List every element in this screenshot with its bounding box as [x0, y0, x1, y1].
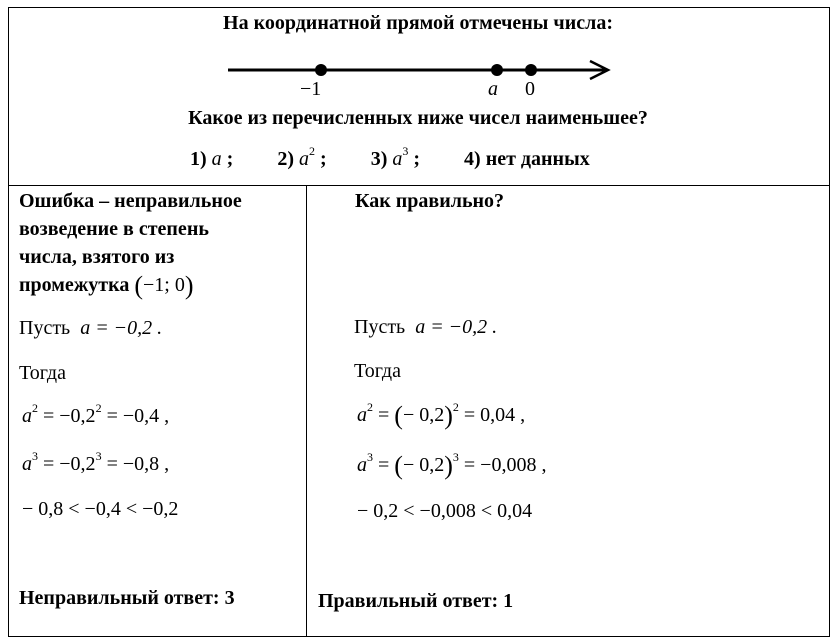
left-eq1-exp: 2 [32, 401, 38, 416]
left-eq1-end: = −0,4 , [101, 405, 170, 427]
left-heading-line1: Ошибка – неправильное [19, 190, 242, 212]
right-eq2-exp: 3 [367, 450, 373, 465]
right-eq1-exp: 2 [367, 400, 373, 415]
left-inequality: − 0,8 < −0,4 < −0,2 [22, 498, 179, 520]
option-2-exp: 2 [309, 144, 316, 159]
option-2-base: a [299, 148, 310, 170]
left-eq2-mid: = −0,2 [38, 453, 96, 475]
option-4: 4) нет данных [464, 148, 590, 170]
answer-options [190, 144, 590, 171]
label-zero: 0 [525, 78, 535, 100]
point-zero [525, 64, 537, 76]
option-1-sep: ; [226, 148, 234, 170]
option-2-sep: ; [320, 148, 327, 170]
left-heading-line2: возведение в степень [19, 218, 209, 240]
left-heading-interval-word: промежутка [19, 274, 130, 296]
right-eq1-end: = 0,04 , [458, 404, 526, 426]
right-eq1-inner: − 0,2 [402, 404, 445, 426]
left-interval: −1; 0 [142, 274, 185, 296]
left-eq2-exp: 3 [32, 449, 38, 464]
right-eq2-base: a [357, 454, 367, 476]
left-then: Тогда [19, 362, 66, 384]
right-eq2: $a^3$ = (− 0,2)$^3$ = −0,008 , [357, 450, 547, 480]
option-3-base: a [392, 148, 403, 170]
task-title: На координатной прямой отмечены числа: [223, 12, 613, 34]
left-let-expr: a = −0,2 . [80, 317, 163, 339]
right-eq2-exp2: 3 [452, 450, 459, 465]
left-eq2-end: = −0,8 , [101, 453, 170, 475]
right-eq1-exp2: 2 [452, 400, 459, 415]
column-divider [306, 185, 307, 637]
right-then: Тогда [354, 360, 401, 382]
right-eq1-base: a [357, 404, 367, 426]
left-eq2-base: a [22, 453, 32, 475]
left-eq2 [22, 449, 170, 476]
left-heading-line3: числа, взятого из [19, 246, 175, 268]
left-eq1 [22, 401, 170, 428]
right-inequality: − 0,2 < −0,008 < 0,04 [357, 500, 533, 522]
option-1-number: 1) [190, 148, 207, 170]
right-eq1: $a^2$ = (− 0,2)$^2$ = 0,04 , [357, 400, 526, 430]
option-2-number: 2) [277, 148, 295, 170]
right-let-word: Пусть [354, 316, 406, 338]
right-heading: Как правильно? [355, 190, 505, 212]
label-a: a [488, 78, 498, 100]
question: Какое из перечисленных ниже чисел наименьшее? [188, 107, 648, 129]
left-heading-line4: промежутка (−1; 0) [19, 271, 194, 300]
left-eq1-mid: = −0,2 [38, 405, 96, 427]
option-3-sep: ; [413, 148, 421, 170]
left-eq1-exp2: 2 [95, 401, 102, 416]
point-neg1 [315, 64, 327, 76]
right-eq2-end: = −0,008 , [458, 454, 547, 476]
label-neg1: −1 [300, 78, 322, 100]
left-eq1-base: a [22, 405, 32, 427]
left-let-word: Пусть [19, 317, 71, 339]
left-eq2-exp2: 3 [95, 449, 102, 464]
left-answer: Неправильный ответ: 3 [19, 587, 235, 609]
right-let-line [354, 316, 497, 339]
option-3-exp: 3 [402, 144, 409, 159]
number-line [220, 56, 620, 86]
right-let-expr: a = −0,2 . [415, 316, 498, 338]
option-1-base: a [211, 148, 222, 170]
option-3-number: 3) [370, 148, 388, 170]
right-answer: Правильный ответ: 1 [318, 590, 514, 612]
left-let-line [19, 317, 162, 340]
right-eq2-inner: − 0,2 [402, 454, 445, 476]
row-divider [8, 185, 830, 186]
point-a [491, 64, 503, 76]
